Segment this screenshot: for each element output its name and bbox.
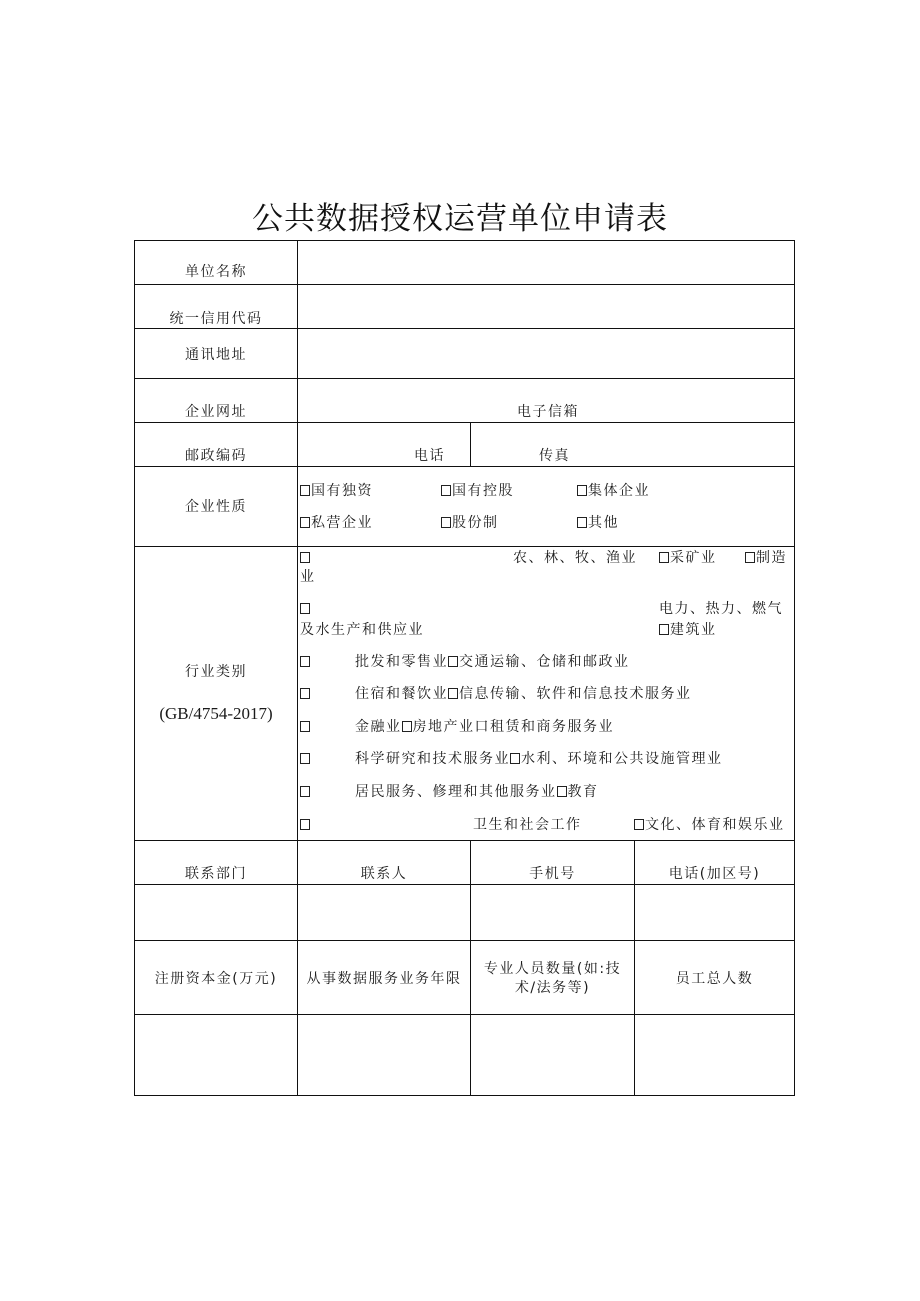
checkbox-collective[interactable]: 集体企业 [577, 483, 650, 499]
option-utilities: 电力、热力、燃气 [659, 601, 783, 617]
checkbox-water[interactable] [510, 753, 520, 764]
unit-name-label: 单位名称 [185, 264, 247, 280]
address-label: 通讯地址 [185, 347, 247, 363]
mobile-header: 手机号 [529, 866, 576, 882]
checkbox-icon[interactable] [441, 485, 451, 496]
checkbox-education[interactable] [557, 786, 567, 797]
mobile-input[interactable] [471, 885, 634, 940]
option-agriculture: 农、林、牧、渔业 [513, 550, 637, 566]
row-divider [134, 546, 795, 547]
checkbox-utilities[interactable] [300, 603, 310, 614]
option-water: 水利、环境和公共设施管理业 [521, 751, 723, 767]
option-transport: 交通运输、仓储和邮政业 [459, 654, 630, 670]
checkbox-construction[interactable]: 建筑业 [659, 622, 717, 638]
staff-count-header-line1: 专业人员数量(如:技 [483, 961, 622, 977]
checkbox-state-holding[interactable]: 国有控股 [441, 483, 514, 499]
nature-label: 企业性质 [185, 499, 247, 515]
unit-name-input[interactable] [298, 241, 794, 284]
total-staff-header: 员工总人数 [675, 971, 754, 987]
checkbox-other[interactable]: 其他 [577, 515, 619, 531]
contact-department-header: 联系部门 [185, 866, 247, 882]
staff-count-input[interactable] [471, 1015, 634, 1095]
option-leasing: 租赁和商务服务业 [490, 719, 614, 735]
address-input[interactable] [298, 329, 794, 378]
checkbox-leasing[interactable]: 口 [474, 719, 490, 735]
industry-row-finance [355, 719, 614, 735]
checkbox-research[interactable] [300, 753, 310, 764]
checkbox-transport-row [355, 654, 630, 670]
checkbox-icon[interactable] [300, 517, 310, 528]
postcode-label: 邮政编码 [185, 448, 247, 464]
column-divider [470, 422, 471, 466]
checkbox-icon[interactable] [745, 552, 755, 563]
service-years-header: 从事数据服务业务年限 [306, 971, 462, 987]
staff-count-header-line2: 术/法务等) [514, 980, 591, 996]
phone-label: 电话 [414, 448, 445, 464]
row-divider [134, 840, 795, 841]
industry-row-research [355, 751, 723, 767]
checkbox-finance[interactable] [300, 721, 310, 732]
option-wholesale: 批发和零售业 [355, 654, 448, 670]
checkbox-icon[interactable] [659, 552, 669, 563]
option-it: 信息传输、软件和信息技术服务业 [459, 686, 692, 702]
service-years-input[interactable] [298, 1015, 470, 1095]
checkbox-icon[interactable] [659, 624, 669, 635]
industry-row-hospitality [355, 686, 692, 702]
checkbox-private[interactable]: 私营企业 [300, 515, 373, 531]
website-label: 企业网址 [185, 404, 247, 420]
industry-standard-label: (GB/4754-2017) [159, 704, 273, 723]
checkbox-it[interactable] [448, 688, 458, 699]
table-border-right [794, 240, 795, 1096]
option-research: 科学研究和技术服务业 [355, 751, 510, 767]
credit-code-label: 统一信用代码 [169, 311, 263, 327]
table-border-bottom [134, 1095, 795, 1096]
checkbox-icon[interactable] [300, 485, 310, 496]
checkbox-icon[interactable] [634, 819, 644, 830]
contact-department-input[interactable] [135, 885, 297, 940]
contact-person-header: 联系人 [360, 866, 408, 882]
checkbox-state-owned[interactable]: 国有独资 [300, 483, 373, 499]
row-divider [134, 378, 795, 379]
option-resident: 居民服务、修理和其他服务业 [355, 784, 557, 800]
checkbox-icon[interactable] [441, 517, 451, 528]
option-real-estate: 房地产业 [412, 719, 475, 735]
checkbox-icon[interactable] [577, 517, 587, 528]
option-health: 卫生和社会工作 [473, 817, 582, 833]
option-education: 教育 [567, 784, 599, 800]
row-divider [134, 422, 795, 423]
option-utilities-cont: 及水生产和供应业 [300, 622, 424, 638]
checkbox-health[interactable] [300, 819, 310, 830]
checkbox-manufacturing[interactable]: 制造 [745, 550, 787, 566]
checkbox-hospitality[interactable] [300, 688, 310, 699]
credit-code-input[interactable] [298, 285, 794, 328]
option-finance: 金融业 [355, 719, 402, 735]
fax-label: 传真 [539, 448, 570, 464]
row-divider [134, 466, 795, 467]
checkbox-transport[interactable] [448, 656, 458, 667]
checkbox-wholesale[interactable] [300, 656, 310, 667]
total-staff-input[interactable] [635, 1015, 794, 1095]
checkbox-mining[interactable]: 采矿业 [659, 550, 717, 566]
checkbox-joint-stock[interactable]: 股份制 [441, 515, 499, 531]
form-title: 公共数据授权运营单位申请表 [252, 201, 668, 237]
email-label: 电子信箱 [517, 404, 579, 420]
industry-row-resident [355, 784, 599, 800]
row-divider [134, 940, 795, 941]
checkbox-real-estate[interactable] [402, 721, 412, 732]
option-hospitality: 住宿和餐饮业 [355, 686, 448, 702]
option-manufacturing-cont: 业 [300, 569, 316, 585]
registered-capital-input[interactable] [135, 1015, 297, 1095]
registered-capital-header: 注册资本金(万元) [154, 971, 278, 987]
phone-area-input[interactable] [635, 885, 794, 940]
industry-label: 行业类别 [185, 664, 247, 680]
phone-area-header: 电话(加区号) [668, 866, 761, 882]
checkbox-culture[interactable]: 文化、体育和娱乐业 [634, 817, 785, 833]
contact-person-input[interactable] [298, 885, 470, 940]
checkbox-agriculture[interactable] [300, 552, 310, 563]
checkbox-icon[interactable] [577, 485, 587, 496]
checkbox-resident[interactable] [300, 786, 310, 797]
